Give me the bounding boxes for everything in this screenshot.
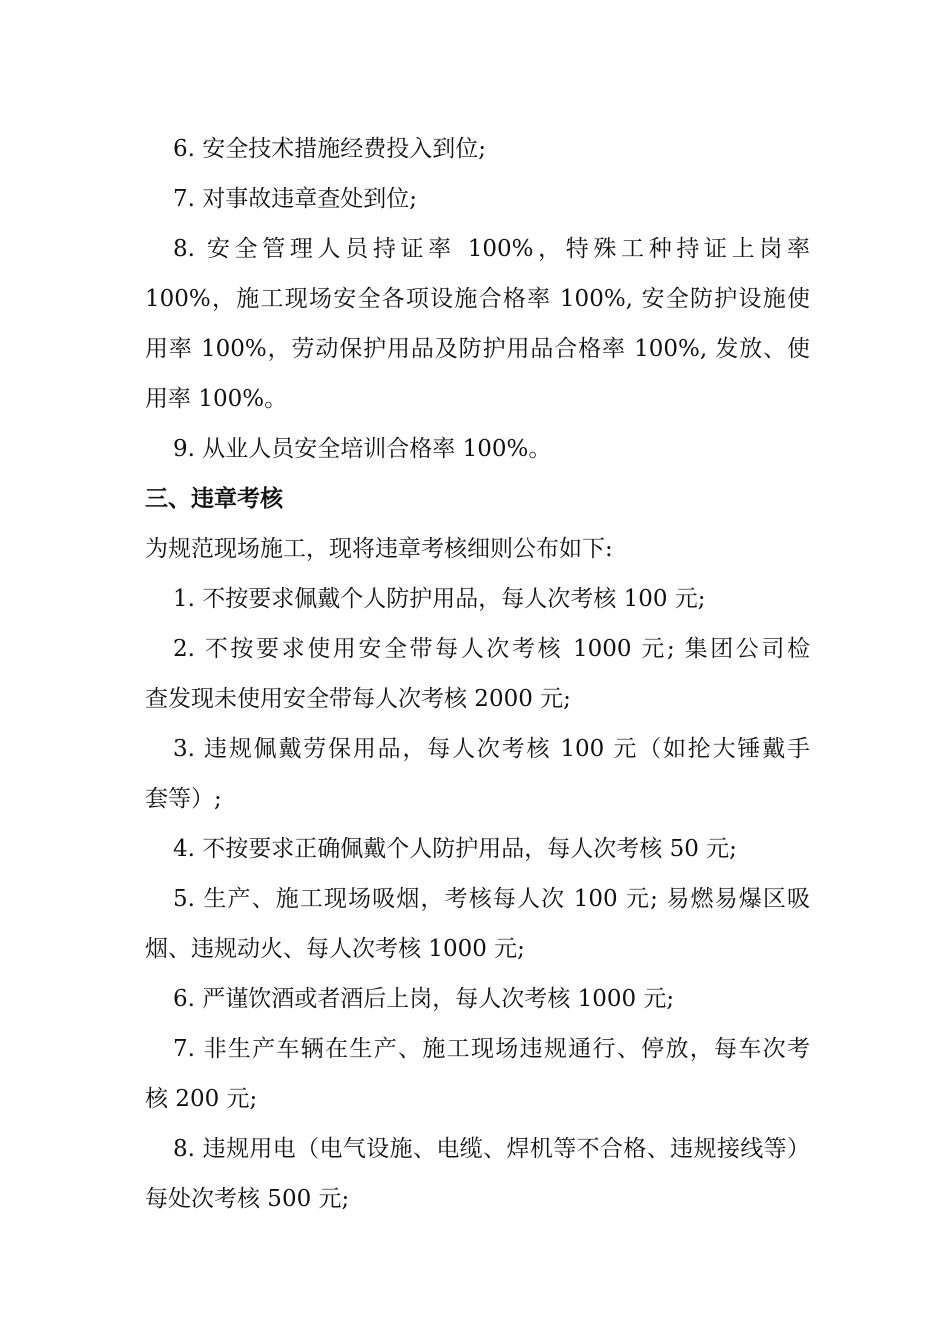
text-line: 查发现未使用安全带每人次考核 2000 元;: [145, 686, 571, 712]
text-line: 100%，施工现场安全各项设施合格率 100%, 安全防护设施使: [145, 286, 810, 312]
text-line: 5. 生产、施工现场吸烟，考核每人次 100 元; 易燃易爆区吸: [173, 886, 810, 912]
text-line: 7. 对事故违章查处到位;: [173, 186, 418, 212]
text-line: 核 200 元;: [145, 1086, 258, 1112]
text-line: 6. 严谨饮酒或者酒后上岗，每人次考核 1000 元;: [173, 986, 675, 1012]
text-line: 9. 从业人员安全培训合格率 100%。: [173, 436, 552, 462]
section-heading: 三、违章考核: [145, 486, 283, 512]
text-line: 6. 安全技术措施经费投入到位;: [173, 136, 487, 162]
text-line: 套等）;: [145, 786, 222, 812]
text-line: 用率 100%。: [145, 386, 288, 412]
text-line: 每处次考核 500 元;: [145, 1186, 350, 1212]
text-line: 1. 不按要求佩戴个人防护用品，每人次考核 100 元;: [173, 586, 706, 612]
text-line: 为规范现场施工，现将违章考核细则公布如下:: [145, 536, 613, 562]
text-line: 8. 安全管理人员持证率 100%，特殊工种持证上岗率: [173, 236, 810, 262]
text-line: 烟、违规动火、每人次考核 1000 元;: [145, 936, 525, 962]
text-line: 4. 不按要求正确佩戴个人防护用品，每人次考核 50 元;: [173, 836, 737, 862]
text-line: 用率 100%，劳动保护用品及防护用品合格率 100%, 发放、使: [145, 336, 810, 362]
document-body: [145, 124, 810, 1224]
text-line: 2. 不按要求使用安全带每人次考核 1000 元; 集团公司检: [173, 636, 810, 662]
text-line: 8. 违规用电（电气设施、电缆、焊机等不合格、违规接线等）: [173, 1136, 810, 1162]
text-line: 3. 违规佩戴劳保用品，每人次考核 100 元（如抡大锤戴手: [173, 736, 810, 762]
text-line: 7. 非生产车辆在生产、施工现场违规通行、停放，每车次考: [173, 1036, 810, 1062]
